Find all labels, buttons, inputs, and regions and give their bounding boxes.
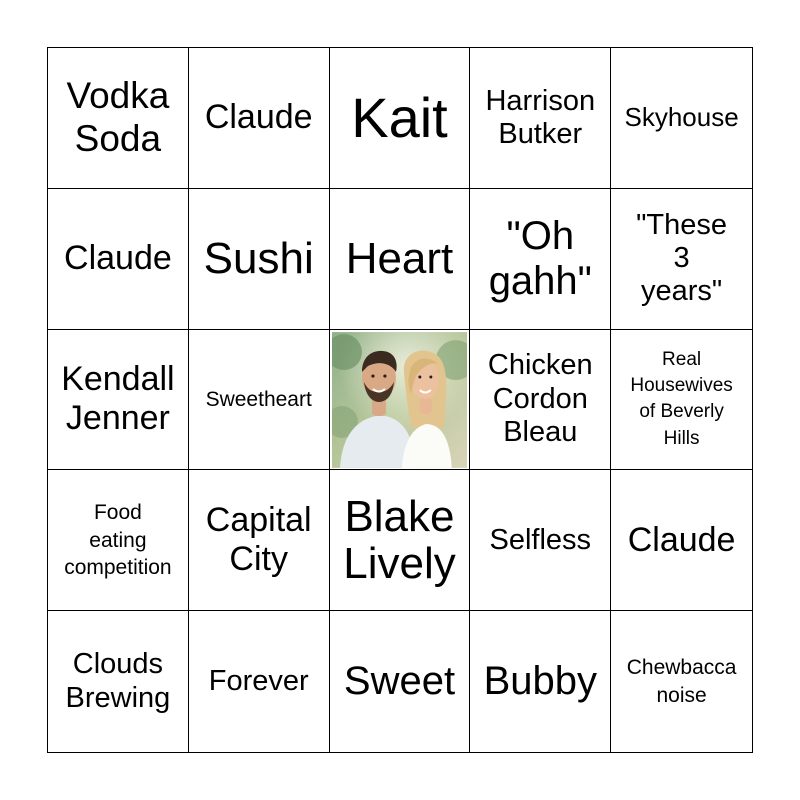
bingo-cell[interactable]: [330, 189, 471, 330]
bingo-cell[interactable]: [611, 189, 752, 330]
bingo-cell[interactable]: [48, 330, 189, 471]
cell-text: Clouds Brewing: [65, 648, 171, 714]
cell-text: Chicken Cordon Bleau: [487, 349, 593, 449]
bingo-cell[interactable]: [470, 189, 611, 330]
cell-text: "Oh gahh": [488, 213, 592, 303]
cell-text: Skyhouse: [624, 102, 739, 133]
cell-text: Sushi: [203, 233, 314, 283]
cell-text: Heart: [345, 233, 454, 283]
cell-text: Sweet: [343, 659, 456, 704]
bingo-cell[interactable]: [611, 48, 752, 189]
bingo-cell[interactable]: [48, 48, 189, 189]
cell-text: Selfless: [489, 523, 592, 556]
cell-text: Kendall Jenner: [61, 360, 175, 438]
cell-text: Real Housewives of Beverly Hills: [630, 349, 733, 449]
bingo-cell[interactable]: [48, 189, 189, 330]
bingo-cell[interactable]: [48, 611, 189, 752]
bingo-cell[interactable]: [189, 470, 330, 611]
bingo-cell[interactable]: [189, 611, 330, 752]
bingo-cell[interactable]: [330, 611, 471, 752]
bingo-cell[interactable]: [330, 470, 471, 611]
bingo-cell[interactable]: [611, 470, 752, 611]
free-space-cell[interactable]: [330, 330, 471, 471]
cell-text: Claude: [64, 239, 172, 278]
bingo-cell[interactable]: [470, 48, 611, 189]
cell-text: Forever: [208, 664, 309, 697]
cell-text: Claude: [204, 98, 313, 137]
cell-text: Chewbacca noise: [626, 656, 737, 707]
couple-photo: [332, 332, 468, 468]
cell-text: Bubby: [483, 659, 597, 704]
cell-text: Capital City: [205, 501, 312, 579]
bingo-board: [47, 47, 753, 753]
cell-text: Blake Lively: [343, 491, 456, 589]
bingo-cell[interactable]: [470, 611, 611, 752]
bingo-cell[interactable]: [470, 330, 611, 471]
bingo-cell[interactable]: [189, 330, 330, 471]
bingo-cell[interactable]: [189, 48, 330, 189]
cell-text: Harrison Butker: [485, 84, 596, 150]
bingo-cell[interactable]: [330, 48, 471, 189]
cell-text: Sweetheart: [205, 387, 312, 411]
cell-text: Claude: [627, 520, 736, 559]
bingo-cell[interactable]: [48, 470, 189, 611]
cell-text: Kait: [351, 86, 448, 150]
bingo-cell[interactable]: [611, 611, 752, 752]
bingo-cell[interactable]: [189, 189, 330, 330]
cell-text: "These 3 years": [636, 208, 728, 308]
bingo-cell[interactable]: [470, 470, 611, 611]
bingo-cell[interactable]: [611, 330, 752, 471]
cell-text: Food eating competition: [64, 501, 172, 579]
cell-text: Vodka Soda: [66, 75, 170, 159]
